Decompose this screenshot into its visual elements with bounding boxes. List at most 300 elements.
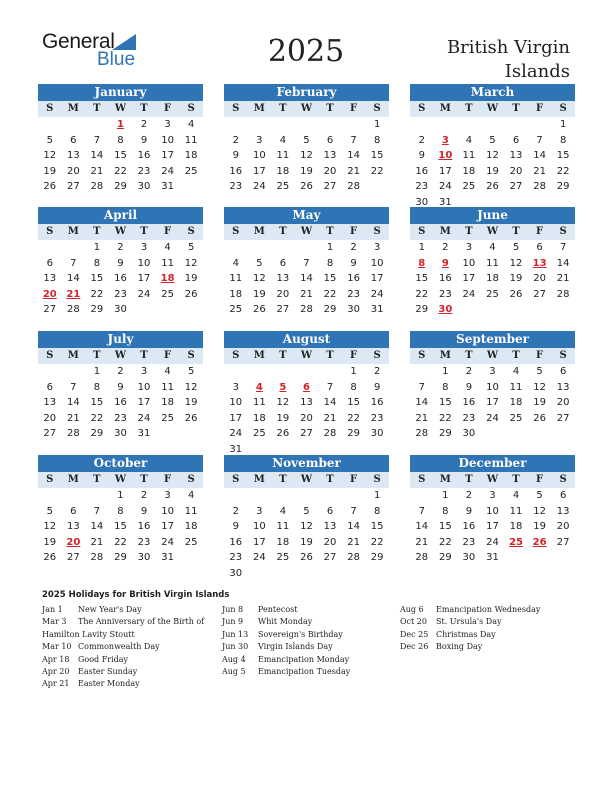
holiday-day-cell: 3: [441, 134, 449, 146]
day-cell: 25: [161, 288, 174, 300]
day-cell: 25: [276, 552, 290, 563]
day-cell: 28: [66, 304, 80, 315]
day-cell: 12: [533, 381, 546, 393]
country-line-1: British Virgin: [446, 37, 570, 58]
day-cell: 28: [90, 552, 104, 563]
day-cell: 6: [326, 505, 334, 517]
day-cell: 10: [137, 381, 151, 393]
day-cell: 3: [164, 490, 171, 501]
day-cell: 5: [187, 242, 195, 253]
holiday-day-cell: 4: [255, 381, 263, 393]
day-cell: 4: [187, 490, 195, 501]
day-cell: 9: [140, 505, 148, 517]
day-cell: 4: [279, 505, 287, 517]
holiday-name: Emancipation Monday: [258, 654, 350, 664]
day-cell: 15: [438, 397, 452, 408]
weekday-label: W: [114, 474, 127, 485]
day-cell: 27: [556, 412, 570, 424]
day-cell: 27: [323, 552, 337, 563]
day-cell: 4: [164, 366, 171, 377]
day-cell: 4: [512, 366, 520, 377]
weekday-label: S: [46, 350, 54, 361]
day-cell: 20: [323, 536, 337, 548]
weekday-header: [38, 224, 203, 240]
day-cell: 16: [229, 165, 243, 177]
empty-day-cell: [457, 117, 481, 133]
weekday-header: [410, 348, 575, 364]
day-cell: 25: [161, 412, 174, 424]
day-cell: 1: [373, 490, 381, 501]
weekday-label: T: [140, 350, 148, 361]
weekday-label: F: [164, 226, 172, 237]
day-cell: 3: [489, 366, 496, 377]
holiday-name: Emancipation Wednesday: [436, 605, 541, 614]
logo-blue-text: Blue: [97, 49, 136, 70]
day-cell: 20: [66, 165, 80, 177]
holiday-date: Dec 26: [400, 642, 429, 652]
day-cell: 19: [486, 165, 499, 177]
day-cell: 3: [256, 505, 263, 517]
day-cell: 17: [229, 412, 243, 424]
empty-day-cell: [62, 364, 86, 380]
day-cell: 11: [276, 150, 290, 161]
holiday-date: Apr 21: [42, 679, 70, 689]
holiday-row: [222, 604, 350, 616]
day-cell: 2: [350, 242, 357, 253]
month-title: April: [38, 207, 203, 224]
day-cell: 1: [93, 242, 101, 253]
day-cell: 3: [373, 242, 381, 253]
day-cell: 27: [276, 304, 290, 315]
day-cell: 1: [117, 490, 124, 501]
day-cell: 24: [462, 288, 476, 300]
day-cell: 23: [462, 536, 476, 548]
day-cell: 24: [252, 181, 266, 192]
weekday-label: W: [114, 226, 127, 237]
empty-day-cell: [224, 364, 248, 380]
day-cell: 18: [184, 521, 198, 532]
day-cell: 27: [509, 181, 523, 192]
day-cell: 28: [533, 181, 546, 192]
day-cell: 1: [93, 366, 101, 377]
day-cell: 16: [462, 397, 476, 408]
day-cell: 7: [93, 134, 101, 146]
day-cell: 26: [43, 552, 57, 563]
day-cell: 24: [438, 181, 452, 192]
holiday-column: [42, 604, 204, 691]
day-cell: 20: [556, 397, 570, 408]
day-cell: 3: [140, 242, 148, 253]
weekday-header: [224, 101, 389, 117]
day-cell: 7: [350, 505, 357, 517]
weekday-label: W: [486, 474, 499, 485]
empty-day-cell: [62, 117, 86, 133]
day-cell: 31: [438, 196, 452, 208]
day-cell: 9: [350, 257, 357, 269]
day-cell: 14: [323, 397, 337, 408]
empty-day-cell: [504, 117, 528, 133]
day-cell: 21: [415, 536, 429, 548]
month-title: August: [224, 331, 389, 348]
weekday-label: S: [418, 226, 426, 237]
day-cell: 16: [370, 397, 384, 408]
day-cell: 25: [184, 165, 198, 177]
weekday-label: S: [418, 103, 426, 114]
month-title: November: [224, 455, 389, 472]
weekday-label: S: [418, 350, 426, 361]
weekday-label: F: [164, 350, 172, 361]
empty-day-cell: [295, 364, 319, 380]
weekday-label: W: [486, 103, 499, 114]
empty-day-cell: [85, 488, 109, 504]
day-cell: 14: [66, 273, 80, 284]
weekday-label: W: [300, 103, 313, 114]
day-cell: 4: [187, 119, 195, 130]
weekday-label: T: [465, 350, 473, 361]
day-cell: 1: [326, 242, 334, 253]
day-cell: 12: [509, 257, 523, 269]
weekday-label: M: [67, 226, 79, 237]
month-title: December: [410, 455, 575, 472]
empty-day-cell: [318, 117, 342, 133]
day-grid: [410, 240, 575, 318]
empty-day-cell: [248, 240, 272, 256]
day-cell: 8: [373, 134, 381, 146]
day-cell: 16: [438, 273, 452, 284]
day-cell: 15: [370, 150, 384, 161]
empty-day-cell: [342, 488, 366, 504]
day-cell: 5: [46, 505, 53, 517]
holiday-row: [42, 678, 204, 690]
empty-day-cell: [38, 364, 62, 380]
day-cell: 29: [90, 428, 104, 439]
day-cell: 16: [137, 521, 151, 532]
weekday-label: W: [486, 226, 499, 237]
day-cell: 18: [486, 273, 499, 284]
day-cell: 10: [161, 134, 174, 146]
day-cell: 18: [509, 521, 523, 532]
day-cell: 16: [347, 273, 360, 284]
day-cell: 7: [418, 381, 425, 393]
day-cell: 23: [347, 288, 360, 300]
day-cell: 27: [43, 428, 57, 439]
day-cell: 28: [415, 428, 429, 439]
day-cell: 27: [300, 428, 313, 439]
weekday-label: T: [326, 350, 334, 361]
day-cell: 30: [462, 428, 476, 439]
day-cell: 9: [418, 150, 425, 161]
holiday-day-cell: 8: [418, 257, 426, 269]
day-cell: 6: [512, 134, 520, 146]
day-cell: 11: [509, 381, 523, 393]
day-cell: 14: [90, 150, 104, 161]
day-cell: 12: [533, 505, 546, 517]
day-cell: 21: [533, 165, 546, 177]
holiday-row: [222, 629, 350, 641]
day-cell: 1: [418, 242, 425, 253]
weekday-label: T: [465, 103, 473, 114]
month-december: [410, 455, 575, 566]
holiday-name: Good Friday: [78, 654, 129, 664]
day-cell: 8: [326, 257, 334, 269]
day-cell: 22: [438, 536, 452, 548]
holiday-day-cell: 13: [532, 257, 547, 269]
day-cell: 2: [442, 242, 449, 253]
holiday-date: Jun 13: [222, 629, 249, 639]
day-cell: 26: [300, 181, 313, 192]
empty-day-cell: [271, 117, 295, 133]
empty-day-cell: [342, 117, 366, 133]
day-cell: 18: [229, 288, 243, 300]
day-cell: 28: [556, 288, 570, 300]
weekday-label: T: [326, 226, 334, 237]
weekday-label: M: [253, 350, 265, 361]
day-cell: 30: [229, 567, 243, 579]
day-cell: 23: [229, 181, 243, 192]
day-cell: 18: [276, 165, 290, 177]
day-cell: 26: [43, 181, 57, 192]
weekday-label: T: [93, 350, 101, 361]
day-cell: 17: [252, 165, 266, 177]
day-cell: 23: [114, 412, 127, 424]
day-cell: 18: [509, 397, 523, 408]
day-cell: 5: [256, 257, 263, 269]
day-cell: 9: [117, 257, 124, 269]
day-cell: 13: [66, 150, 80, 161]
empty-day-cell: [224, 240, 248, 256]
day-cell: 13: [300, 397, 313, 408]
year-title: 2025: [267, 34, 345, 69]
month-january: [38, 84, 203, 195]
month-october: [38, 455, 203, 566]
month-august: [224, 331, 389, 457]
holiday-row: [222, 654, 350, 666]
day-cell: 3: [140, 366, 148, 377]
day-cell: 10: [252, 521, 266, 532]
day-grid: [38, 117, 203, 195]
month-february: [224, 84, 389, 195]
day-cell: 21: [347, 536, 360, 548]
day-cell: 5: [489, 134, 496, 146]
day-cell: 5: [512, 242, 520, 253]
day-cell: 9: [465, 505, 473, 517]
empty-day-cell: [318, 488, 342, 504]
day-cell: 24: [137, 412, 151, 424]
day-cell: 25: [184, 536, 198, 548]
day-grid: [224, 117, 389, 195]
weekday-label: M: [67, 350, 79, 361]
day-cell: 30: [137, 181, 151, 192]
weekday-label: S: [232, 103, 240, 114]
weekday-label: F: [536, 103, 544, 114]
empty-day-cell: [410, 364, 434, 380]
weekday-label: M: [439, 474, 451, 485]
day-cell: 13: [276, 273, 290, 284]
day-cell: 11: [252, 397, 266, 408]
weekday-label: S: [46, 474, 54, 485]
holiday-row: [400, 641, 540, 653]
day-cell: 1: [350, 366, 357, 377]
day-cell: 28: [415, 552, 429, 563]
day-cell: 7: [536, 134, 543, 146]
day-cell: 30: [114, 304, 127, 315]
day-cell: 30: [462, 552, 476, 563]
holiday-name: Virgin Islands Day: [258, 642, 333, 652]
day-cell: 19: [252, 288, 266, 300]
day-cell: 8: [559, 134, 567, 146]
day-cell: 10: [486, 381, 499, 393]
day-cell: 29: [415, 304, 429, 315]
holiday-date: Aug 5: [222, 666, 246, 676]
day-cell: 16: [114, 397, 127, 408]
day-cell: 10: [252, 150, 266, 161]
day-cell: 24: [486, 536, 499, 548]
month-title: May: [224, 207, 389, 224]
day-cell: 24: [252, 552, 266, 563]
day-cell: 13: [556, 505, 570, 517]
day-cell: 18: [161, 397, 174, 408]
weekday-label: F: [350, 226, 358, 237]
weekday-label: F: [350, 350, 358, 361]
weekday-label: W: [114, 350, 127, 361]
day-cell: 1: [559, 119, 567, 130]
day-cell: 29: [90, 304, 104, 315]
weekday-header: [38, 472, 203, 488]
logo-general-text: General: [42, 30, 115, 53]
day-cell: 11: [161, 381, 174, 393]
empty-day-cell: [295, 488, 319, 504]
day-cell: 12: [300, 150, 313, 161]
holiday-day-cell: 1: [116, 119, 124, 130]
weekday-label: M: [67, 103, 79, 114]
empty-day-cell: [318, 364, 342, 380]
empty-day-cell: [271, 488, 295, 504]
month-may: [224, 207, 389, 318]
day-cell: 2: [117, 366, 124, 377]
day-cell: 26: [276, 428, 290, 439]
holiday-day-cell: 5: [279, 381, 287, 393]
weekday-label: S: [232, 350, 240, 361]
holiday-date: Mar 10: [42, 642, 72, 652]
day-cell: 23: [137, 536, 151, 548]
holiday-day-cell: 30: [438, 304, 453, 315]
day-cell: 11: [184, 134, 198, 146]
day-cell: 11: [161, 257, 174, 269]
day-cell: 22: [438, 412, 452, 424]
day-cell: 20: [276, 288, 290, 300]
day-cell: 19: [43, 536, 57, 548]
day-cell: 16: [229, 536, 243, 548]
day-cell: 2: [117, 242, 124, 253]
day-grid: [224, 488, 389, 581]
day-cell: 17: [252, 536, 266, 548]
holiday-date: Jun 9: [222, 617, 244, 627]
day-cell: 15: [347, 397, 360, 408]
day-cell: 12: [184, 381, 198, 393]
day-cell: 2: [418, 134, 425, 146]
day-cell: 2: [232, 505, 239, 517]
month-march: [410, 84, 575, 210]
day-cell: 22: [323, 288, 337, 300]
weekday-label: T: [512, 350, 520, 361]
holiday-date: Apr 20: [42, 666, 70, 676]
weekday-label: S: [559, 350, 567, 361]
day-cell: 30: [114, 428, 127, 439]
holiday-name: Boxing Day: [436, 642, 483, 652]
weekday-label: F: [536, 226, 544, 237]
day-cell: 19: [184, 397, 198, 408]
month-title: February: [224, 84, 389, 101]
day-cell: 10: [229, 397, 243, 408]
day-cell: 29: [438, 552, 452, 563]
day-cell: 21: [323, 412, 337, 424]
day-cell: 14: [300, 273, 313, 284]
day-cell: 1: [442, 366, 449, 377]
weekday-label: S: [232, 474, 240, 485]
day-cell: 12: [486, 150, 499, 161]
holiday-day-cell: 9: [441, 257, 449, 269]
weekday-label: S: [232, 226, 240, 237]
empty-day-cell: [248, 488, 272, 504]
day-cell: 24: [161, 536, 174, 548]
day-cell: 24: [161, 165, 174, 177]
weekday-label: S: [559, 474, 567, 485]
day-cell: 29: [323, 304, 337, 315]
day-cell: 3: [232, 381, 239, 393]
weekday-label: T: [512, 474, 520, 485]
day-cell: 17: [370, 273, 384, 284]
day-cell: 8: [93, 381, 101, 393]
country-title: [400, 36, 570, 84]
weekday-label: S: [373, 103, 381, 114]
weekday-label: T: [93, 103, 101, 114]
day-cell: 2: [373, 366, 381, 377]
holiday-row: [400, 604, 540, 616]
day-cell: 29: [370, 552, 384, 563]
day-cell: 20: [300, 412, 313, 424]
day-cell: 23: [462, 412, 476, 424]
weekday-label: S: [373, 350, 381, 361]
weekday-label: W: [300, 474, 313, 485]
holiday-name: Hamilton Lavity Stoutt: [42, 629, 135, 639]
day-cell: 18: [276, 536, 290, 548]
day-cell: 15: [438, 521, 452, 532]
day-cell: 31: [137, 428, 151, 439]
day-cell: 28: [66, 428, 80, 439]
holiday-day-cell: 6: [302, 381, 310, 393]
day-cell: 3: [489, 490, 496, 501]
day-cell: 31: [229, 443, 243, 455]
day-cell: 21: [66, 412, 80, 424]
day-cell: 6: [326, 134, 334, 146]
day-cell: 6: [70, 505, 77, 517]
weekday-label: S: [46, 226, 54, 237]
day-cell: 22: [114, 536, 127, 548]
day-cell: 8: [117, 505, 124, 517]
holiday-name: Sovereign's Birthday: [258, 629, 343, 639]
holiday-day-cell: 20: [66, 536, 81, 548]
day-cell: 14: [415, 521, 429, 532]
day-cell: 14: [66, 397, 80, 408]
day-cell: 26: [252, 304, 266, 315]
empty-day-cell: [410, 117, 434, 133]
holiday-column: [222, 604, 350, 678]
day-cell: 31: [161, 181, 174, 192]
holiday-name: Emancipation Tuesday: [258, 666, 351, 676]
holiday-day-cell: 26: [532, 536, 547, 548]
day-cell: 10: [486, 505, 499, 517]
day-cell: 21: [347, 165, 360, 177]
